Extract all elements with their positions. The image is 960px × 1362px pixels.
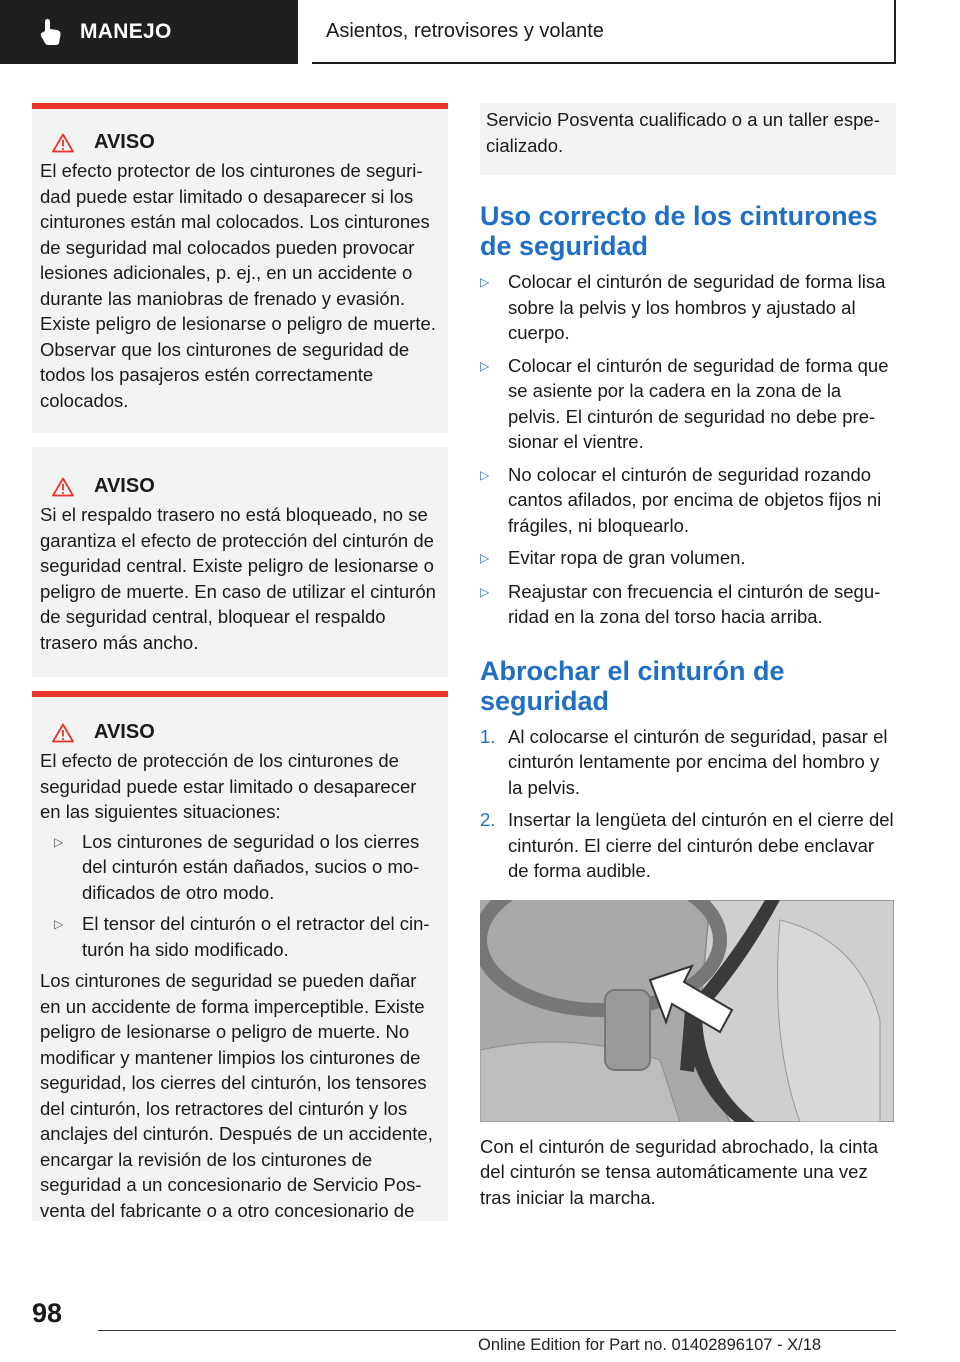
step-text: Al colocarse el cinturón de seguridad, pasar el cinturón lentamente por encima del hombro y la pelvis. [508, 725, 888, 798]
figure-caption: Con el cinturón de seguridad abrochado, la cinta del cinturón se tensa automáticamente una vez tras iniciar la marcha. [480, 1135, 879, 1208]
triangle-bullet-icon: ▷ [480, 584, 490, 599]
chapter-title: Asientos, retrovisores y volante [326, 19, 604, 42]
list-item [480, 462, 896, 539]
right-column [480, 103, 896, 1210]
step-text: Insertar la lengüeta del cinturón en el cierre del cinturón. El cierre del cinturón debe enclavar de forma audible. [508, 809, 894, 881]
warning-header [40, 475, 440, 498]
warning-continuation [480, 103, 896, 175]
list-item-text: No colocar el cinturón de seguridad rozando cantos afilados, por encima de objetos fijos ni frágiles, ni bloquearlo. [508, 463, 882, 536]
section-heading: Uso correcto de los cinturones de seguridad [480, 201, 878, 261]
footer-divider [98, 1330, 896, 1331]
list-item [480, 579, 896, 630]
warning-title: AVISO [94, 721, 155, 743]
list-item [40, 911, 440, 962]
list-item [480, 807, 896, 884]
step-number: 2. [480, 809, 496, 830]
warning-triangle-icon [52, 133, 74, 153]
warning-box [32, 447, 448, 677]
list-item-text: Colocar el cinturón de seguridad de forma lisa sobre la pelvis y los hombros y ajustado al cuerpo. [508, 271, 886, 343]
section-tab [0, 0, 298, 64]
page-number: 98 [32, 1298, 63, 1328]
list-item [480, 269, 896, 346]
warning-continuation-text: Servicio Posventa cualificado o a un taller especializado. [486, 109, 880, 156]
warning-header [40, 131, 440, 154]
triangle-bullet-icon: ▷ [480, 275, 490, 289]
warning-box [32, 103, 448, 433]
list-item [480, 724, 896, 801]
warning-intro: El efecto de protección de los cinturones de seguridad puede estar limitado o desaparecer en las siguientes situaciones: [40, 750, 417, 822]
warning-list [40, 829, 440, 963]
numbered-list [480, 724, 896, 884]
warning-triangle-icon [52, 477, 74, 497]
list-item-text: Reajustar con frecuencia el cinturón de seguridad en la zona del torso hacia arriba. [508, 580, 881, 627]
edition-note: Online Edition for Part no. 01402896107 - X/18 [478, 1336, 822, 1354]
warning-box [32, 691, 448, 1221]
warning-text: Los cinturones de seguridad se pueden dañar en un accidente de forma imperceptible. Existe peligro de lesionarse o peligro de muerte. No modificar y mantener limpios los cinturones de seguridad, los cierres del cinturón, los tensores del cinturón, los retractores del cinturón y los anclajes del cinturón. Después de un accidente, encargar la revisión de los cinturones de seguridad a un concesionario de Servicio Posventa del fabricante o a otro concesionario de [40, 970, 433, 1221]
step-number: 1. [480, 725, 496, 747]
list-item-text: El tensor del cinturón o el retractor del cinturón ha sido modificado. [82, 913, 430, 960]
warning-triangle-icon [52, 723, 74, 743]
chapter-header [312, 0, 896, 64]
warning-header [40, 721, 440, 744]
triangle-bullet-icon: ▷ [54, 917, 64, 931]
list-item-text: Los cinturones de seguridad o los cierres del cinturón están dañados, sucios o modificados de otro modo. [82, 830, 420, 903]
warning-title: AVISO [94, 131, 155, 153]
bullet-list [480, 269, 896, 630]
list-item-text: Colocar el cinturón de seguridad de forma que se asiente por la cadera en la zona de la pelvis. El cinturón de seguridad no debe presionar el vientre. [508, 354, 889, 452]
hand-pointer-icon [36, 17, 66, 47]
section-heading: Abrochar el cinturón de seguridad [480, 655, 785, 716]
warning-text: El efecto protector de los cinturones de seguridad puede estar limitado o desaparecer si los cinturones están mal colocados. Los cinturones de seguridad mal colocados pueden provocar lesiones adicionales, p. ej., en un accidente o durante las maniobras de frenado y evasión. Existe peligro de lesionarse o peligro de muerte. Observar que los cinturones de seguridad de todos los pasajeros estén correctamente colocados. [40, 160, 436, 411]
left-column [32, 103, 448, 1235]
warning-text: Si el respaldo trasero no está bloqueado, no se garantiza el efecto de protección del cinturón de seguridad central. Existe peligro de lesionarse o peligro de muerte. En caso de utilizar el cinturón de seguridad central, bloquear el respaldo trasero más ancho. [40, 504, 436, 653]
triangle-bullet-icon: ▷ [480, 467, 490, 482]
seatbelt-image [480, 900, 894, 1122]
list-item-text: Evitar ropa de gran volumen. [508, 547, 746, 568]
list-item [40, 829, 440, 906]
triangle-bullet-icon: ▷ [54, 834, 64, 849]
list-item [480, 353, 896, 455]
triangle-bullet-icon: ▷ [480, 551, 490, 565]
warning-title: AVISO [94, 475, 155, 497]
list-item [480, 545, 896, 572]
triangle-bullet-icon: ▷ [480, 358, 490, 373]
section-label: MANEJO [80, 20, 172, 43]
seatbelt-illustration [480, 900, 894, 1122]
